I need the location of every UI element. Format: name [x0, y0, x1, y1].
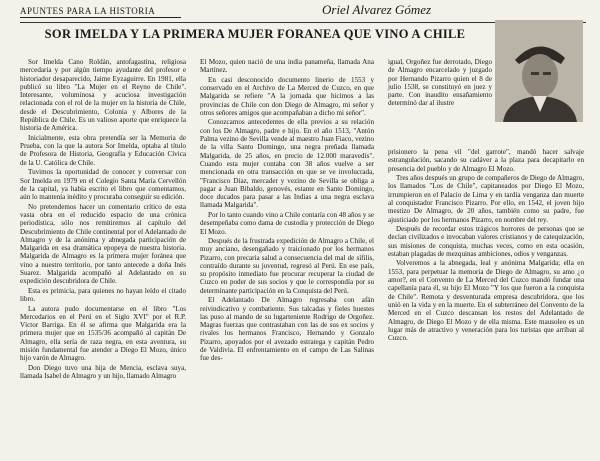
text-column-3-top [388, 58, 492, 109]
paragraph: Inicialmente, esta obra pretendía ser la Memoria de Prueba, con la que la autora Sor Imelda, optaba al título de Profesora de Historia, Geografía y Educación Cívica de la U. Católica de Chile. [20, 133, 186, 167]
paragraph: El Adelantado De Almagro regresaba con afán reivindicativo y combatiente. Sus talcadas y fieles huestes las puso al mando de su lugarteniente Rodrigo de Orgoñez. Magras fuerzas que contrastaban con las de sus ex socios y rivales los hermanos Francisco, Hernando y Gonzalo Pizarro, apoyados por el avezado estratega y capitán Pedro de Valdivia. El enfrentamiento en el campo de Las Salinas fue des- [200, 296, 374, 363]
paragraph: prisionero la pena vil "del garrote", mandó hacer salvaje estrangulación, sacando su cadáver a la plaza para decapitarlo en presencia del pueblo y de Almagro El Mozo. [388, 148, 584, 173]
paragraph: Sor Imelda Cano Roldán, antofagastina, religiosa mercedaria y por algún tiempo ayudante del profesor e historiador desaparecido, Jaime Eyzaguirre. En 1981, ella publicó su libro "La Mujer en el Reyno de Chile". Interesante, voluminosa y acuciosa investigación relacionada con el rol de la mujer en la historia de Chile, desde el Descubrimiento, Colonia y Albores de la República de Chile. Es un valioso aporte que enriquece la historia de América. [20, 58, 186, 133]
paragraph: Tuvimos la oportunidad de conocer y conversar con Sor Imelda en 1979 en el Colegio Santa María Cervellón de la capital, ya había escrito el libro que comentamos, aún lo mantenía inédito y procuraba conseguir su edición. [20, 168, 186, 202]
author-name: Oriel Alvarez Gómez [322, 2, 432, 17]
paragraph: Volveremos a la abnegada, leal y anónima Malgarida; ella en 1553, para perpetuar la memoria de Diego de Almagro, su amo ¿o amor?, en el Convento de La Merced del Cuzco mandó fundar una capellanía para él, su hijo El Mozo "Y los que fueron a la conquista de Chile". Remota y desventurada empresa descubridora, que los unió en la vida y en la muerte. En el subterráneo del Convento de la Merced en el Cuzco descansan los restos del Adelantado de Almagro, de Diego El Mozo y de ella misma. Este mausoleo es un lugar más de atractivo y veneración para los turistas que arriban al Cuzco. [388, 259, 584, 343]
text-column-3 [388, 148, 584, 344]
paragraph: El Mozo, quien nació de una india panameña, llamada Ana Martínez. [200, 58, 374, 75]
portrait-figure [495, 20, 583, 122]
paragraph: Esta es primicia, para quienes no hayan leído el citado libro. [20, 286, 186, 304]
text-column-2 [200, 58, 374, 364]
paragraph: Tres años después un grupo de compañeros de Diego de Almagro, los llamados "Los de Chile", capitaneados por Diego El Mozo, irrumpieron en el Palacio de Lima y en tardía venganza dan muerte al conquistador Francisco Pizarro. Por ello, en 1542, el joven hijo mestizo De Almagro, de 20 años, también como su padre, fue ajusticiado por los hermanos Pizarro, en nombre del rey. [388, 174, 584, 224]
paragraph: Don Diego tuvo una hija de Mencia, esclava suya, llamada Isabel de Almagro y un hijo, llamado Almagro [20, 363, 186, 381]
paragraph: La autora pudo documentarse en el libro "Los Mercedarios en el Perú en el Siglo XVI" por el R.P. Víctor Barriga. En él se afirma que Malgarida era la primera mujer que en 1535/36 acompañó al capitán De Almagro, ella sería de raza negra, en esta aventura, su misión fundamental fue atender a Diego El Mozo, único hijo varón de Almagro. [20, 304, 186, 363]
paragraph: En casi desconocido documento linerio de 1553 y conservado en el Archivo de La Merced de Cuzco, en que Malgarida se refiere "A la jornada que hicimos a las provincias de Chile con don Diego de Almagro, mi señor y otros señores amigos que acompañaban a dicho mi señor". [200, 75, 374, 117]
paragraph: Después de la frustrada expedición de Almagro a Chile, el muy anciano, desengañado y traicionado por los hermanos Pizarro, con precaria salud a consecuencia del mal de sífilis, contraído durante su juventud, regresó al Perú. En ese país, su propósito inmediato fue procurar recuperar la ciudad de Cuzco en poder de sus socios y que le correspondía por su determinante participación en la Conquista del Perú. [200, 236, 374, 295]
headline: SOR IMELDA Y LA PRIMERA MUJER FORANEA QUE VINO A CHILE [44, 27, 466, 41]
paragraph: No pretendemos hacer un comentario crítico de esta vasta obra en el reducido espacio de una crónica periodística, sólo nos remitiremos al capítulo del Descubrimiento de Chile continental por el Adelantado de Almagro y de la anónima y abnegada participación de Malgarida en esa dramática epopeya de nuestra historia. Malgarida de Almagro es la primera mujer foránea que vino a nuestro territorio, por tanto antecede a doña Inés Suarez. Malgarida acompañó al Adelantado en su expedición descubridora de Chile. [20, 202, 186, 286]
paragraph: Conozcamos antecedentes de ella previos a su relación con los De Almagro, padre e hijo. En el año 1513, "Antón Palma vezino de Sevilla vende al maestro Juan Fiaco, vezino de la villa Santo Domingo, una negra preñada llamada Malgarida, de 25 años, en precio de 12.000 maravedís". Cuando esta mujer contaba con 38 años vuelve a ser mencionada en otra transacción en que se ve involucrada, "Francisco Díaz, mercader y vezino de Sevilla se obliga a pagar a Juan Bibaldo, genovés, estante en Santo Domingo, doce ducados para pasar a las Indias a una negra esclava llamada Malgarida". [200, 118, 374, 210]
section-tag: APUNTES PARA LA HISTORIA [20, 6, 181, 18]
paragraph: Después de recordar estos trágicos horrores de personas que se decían civilizados e invocaban valores cristianos y de catequización, sus misiones de conquista, muchas veces, como en esta ocasión, estaban plagadas de mezquinas ambiciones, odios y venganzas. [388, 225, 584, 258]
author-photo [495, 20, 583, 122]
paragraph: Por lo tanto cuando vino a Chile contaría con 48 años y se desempeñaba como dama de custodia y protección de Diego El Mozo. [200, 210, 374, 236]
text-column-1 [20, 58, 186, 382]
paragraph: igual, Orgoñez fue derrotado, Diego de Almagro encarcelado y juzgado por Hernando Pizarro quien el 8 de julio 1538, se constituyó en juez y parte. Con inaudito ensañamiento determinó dar al ilustre [388, 58, 492, 108]
